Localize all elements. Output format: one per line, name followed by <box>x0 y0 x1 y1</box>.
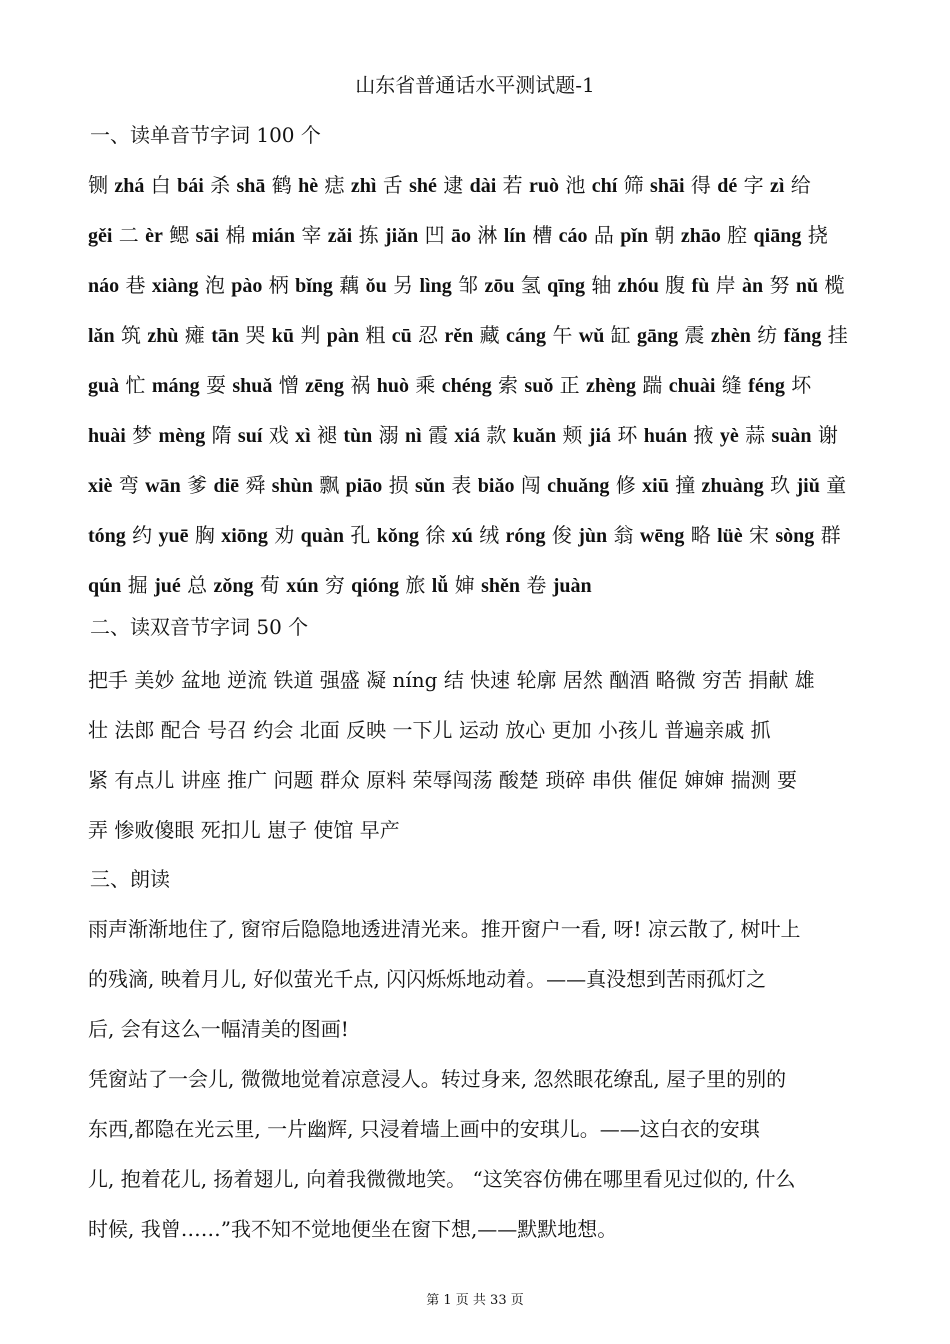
syllable-pinyin: kǒng <box>376 525 419 547</box>
syllable-pinyin: xiōng <box>221 525 268 547</box>
syllable-pinyin: hè <box>298 175 319 197</box>
syllable-pinyin: xú <box>451 525 473 547</box>
syllable-pinyin: zhèng <box>586 375 637 397</box>
syllable-pinyin: shěn <box>481 575 521 597</box>
syllable-pinyin: xiàng <box>151 275 199 297</box>
syllable-line <box>88 460 878 510</box>
syllable-character: 棉 <box>225 223 246 247</box>
syllable-character: 玖 <box>770 473 791 497</box>
syllable-pinyin: féng <box>748 375 785 397</box>
syllable-character: 约 <box>132 523 153 547</box>
syllable-pinyin: lüè <box>717 525 743 547</box>
syllable-character: 痣 <box>324 173 345 197</box>
syllable-pinyin: tùn <box>343 425 373 447</box>
syllable-character: 略 <box>690 523 711 547</box>
syllable-character: 索 <box>498 373 519 397</box>
syllable-character: 环 <box>617 423 638 447</box>
syllable-line <box>88 210 878 260</box>
syllable-character: 闯 <box>520 473 541 497</box>
syllable-pinyin: gāng <box>637 325 679 347</box>
syllable-pinyin: dài <box>469 175 497 197</box>
syllable-character: 挂 <box>827 323 848 347</box>
syllable-character: 踹 <box>642 373 663 397</box>
syllable-line <box>88 360 878 410</box>
syllable-pinyin: nǔ <box>795 275 819 297</box>
syllable-pinyin: fù <box>691 275 710 297</box>
reading-line: 儿, 抱着花儿, 扬着翅儿, 向着我微微地笑。 “这笑容仿佛在哪里看见过似的, 什么 <box>88 1167 796 1191</box>
syllable-character: 午 <box>552 323 573 347</box>
syllable-character: 氢 <box>520 273 541 297</box>
syllable-character: 白 <box>150 173 171 197</box>
syllable-character: 颊 <box>562 423 583 447</box>
reading-line: 后, 会有这么一幅清美的图画! <box>88 1017 349 1041</box>
syllable-pinyin: tóng <box>88 525 126 547</box>
syllable-pinyin: èr <box>145 225 163 247</box>
syllable-line <box>88 310 878 360</box>
syllable-pinyin: lìng <box>419 275 452 297</box>
syllable-character: 徐 <box>425 523 446 547</box>
syllable-character: 品 <box>593 223 614 247</box>
syllable-character: 群 <box>820 523 841 547</box>
syllable-pinyin: cáo <box>558 225 588 247</box>
page-title: 山东省普通话水平测试题-1 <box>355 73 595 97</box>
syllable-line <box>88 510 878 560</box>
syllable-character: 忍 <box>418 323 439 347</box>
syllable-pinyin: pào <box>231 275 263 297</box>
syllable-character: 表 <box>451 473 472 497</box>
syllable-character: 弯 <box>118 473 139 497</box>
syllable-character: 藕 <box>339 273 360 297</box>
syllable-character: 铡 <box>88 173 108 197</box>
syllable-character: 哭 <box>245 323 266 347</box>
syllable-pinyin: àn <box>742 275 764 297</box>
word-line: 壮 法郎 配合 号召 约会 北面 反映 一下儿 运动 放心 更加 小孩儿 普遍亲戚 抓 <box>88 718 771 742</box>
reading-line: 时候, 我曾……”我不知不觉地便坐在窗下想,——默默地想。 <box>88 1217 618 1241</box>
syllable-character: 霞 <box>428 423 449 447</box>
syllable-pinyin: tān <box>211 325 240 347</box>
syllable-character: 若 <box>502 173 523 197</box>
syllable-pinyin: qióng <box>351 575 399 597</box>
section-heading-monosyllable: 一、读单音节字词 100 个 <box>90 123 321 147</box>
syllable-character: 隋 <box>211 423 232 447</box>
syllable-character: 判 <box>300 323 321 347</box>
syllable-pinyin: mián <box>251 225 296 247</box>
syllable-character: 努 <box>769 273 790 297</box>
syllable-character: 荀 <box>259 573 280 597</box>
syllable-pinyin: náo <box>88 275 120 297</box>
syllable-character: 爹 <box>187 473 208 497</box>
syllable-pinyin: jué <box>154 575 181 597</box>
syllable-character: 舌 <box>382 173 403 197</box>
syllable-pinyin: kū <box>271 325 295 347</box>
syllable-character: 翁 <box>613 523 634 547</box>
syllable-pinyin: shāi <box>650 175 685 197</box>
syllable-character: 粗 <box>365 323 386 347</box>
syllable-pinyin: kuǎn <box>512 425 557 447</box>
syllable-pinyin: quàn <box>300 525 345 547</box>
syllable-pinyin: sòng <box>775 525 815 547</box>
syllable-pinyin: jiá <box>588 425 612 447</box>
syllable-pinyin: cū <box>391 325 412 347</box>
syllable-character: 震 <box>684 323 705 347</box>
syllable-character: 给 <box>790 173 811 197</box>
reading-line: 雨声渐渐地住了, 窗帘后隐隐地透进清光来。推开窗户一看, 呀! 凉云散了, 树叶上 <box>88 917 801 941</box>
syllable-pinyin: zhèn <box>710 325 751 347</box>
syllable-pinyin: zhá <box>114 175 145 197</box>
syllable-pinyin: zhāo <box>680 225 721 247</box>
syllable-pinyin: qiāng <box>753 225 802 247</box>
syllable-pinyin: zhù <box>147 325 179 347</box>
syllable-character: 泡 <box>204 273 225 297</box>
syllable-pinyin: sǔn <box>415 475 446 497</box>
syllable-character: 缸 <box>610 323 631 347</box>
syllable-pinyin: shé <box>409 175 437 197</box>
syllable-pinyin: shùn <box>271 475 313 497</box>
syllable-character: 腹 <box>665 273 686 297</box>
syllable-pinyin: qīng <box>547 275 585 297</box>
syllable-pinyin: róng <box>505 525 546 547</box>
syllable-character: 字 <box>743 173 764 197</box>
syllable-character: 正 <box>559 373 580 397</box>
syllable-character: 谢 <box>817 423 838 447</box>
syllable-character: 凹 <box>424 223 445 247</box>
section-heading-disyllable: 二、读双音节字词 50 个 <box>90 615 309 639</box>
reading-line: 的残滴, 映着月儿, 好似萤光千点, 闪闪烁烁地动着。——真没想到苦雨孤灯之 <box>88 967 767 991</box>
syllable-character: 拣 <box>358 223 379 247</box>
syllable-character: 蒜 <box>745 423 766 447</box>
syllable-line <box>88 410 878 460</box>
syllable-pinyin: jiǔ <box>796 475 820 497</box>
syllable-pinyin: máng <box>151 375 200 397</box>
syllable-character: 婶 <box>454 573 475 597</box>
syllable-character: 胸 <box>194 523 215 547</box>
syllable-pinyin: shuǎ <box>232 375 273 397</box>
syllable-pinyin: juàn <box>552 575 592 597</box>
syllable-character: 缝 <box>721 373 742 397</box>
syllable-pinyin: wǔ <box>578 325 605 347</box>
syllable-line <box>88 560 878 610</box>
syllable-pinyin: suàn <box>771 425 812 447</box>
word-line: 把手 美妙 盆地 逆流 铁道 强盛 凝 níng 结 快速 轮廓 居然 酗酒 略微 穷苦 捐献 雄 <box>88 668 815 692</box>
syllable-pinyin: suǒ <box>524 375 554 397</box>
syllable-pinyin: yè <box>719 425 739 447</box>
syllable-pinyin: zhuàng <box>701 475 764 497</box>
syllable-pinyin: wēng <box>639 525 685 547</box>
syllable-pinyin: lǎn <box>88 325 115 347</box>
syllable-character: 榄 <box>824 273 845 297</box>
syllable-character: 掖 <box>693 423 714 447</box>
syllable-character: 穷 <box>324 573 345 597</box>
syllable-character: 乘 <box>415 373 436 397</box>
syllable-pinyin: fǎng <box>783 325 822 347</box>
section-heading-reading: 三、朗读 <box>90 867 170 891</box>
syllable-pinyin: bái <box>177 175 204 197</box>
syllable-character: 得 <box>690 173 711 197</box>
syllable-character: 筑 <box>121 323 142 347</box>
syllable-character: 款 <box>486 423 507 447</box>
syllable-pinyin: nì <box>405 425 422 447</box>
syllable-character: 纺 <box>757 323 778 347</box>
syllable-character: 舜 <box>245 473 266 497</box>
syllable-character: 瘫 <box>184 323 205 347</box>
syllable-pinyin: sāi <box>195 225 219 247</box>
syllable-pinyin: xiè <box>88 475 113 497</box>
syllable-pinyin: jùn <box>578 525 608 547</box>
syllable-character: 二 <box>118 223 139 247</box>
syllable-character: 修 <box>615 473 636 497</box>
word-list <box>88 655 878 855</box>
syllable-pinyin: zhì <box>350 175 377 197</box>
syllable-character: 旅 <box>405 573 426 597</box>
syllable-pinyin: diē <box>213 475 240 497</box>
syllable-pinyin: āo <box>450 225 471 247</box>
syllable-pinyin: pàn <box>326 325 359 347</box>
syllable-pinyin: pǐn <box>620 225 649 247</box>
syllable-character: 损 <box>388 473 409 497</box>
syllable-pinyin: xún <box>286 575 319 597</box>
syllable-character: 另 <box>393 273 414 297</box>
syllable-pinyin: dé <box>717 175 738 197</box>
syllable-character: 憎 <box>278 373 299 397</box>
syllable-pinyin: lín <box>503 225 526 247</box>
syllable-character: 筛 <box>623 173 644 197</box>
syllable-character: 俊 <box>551 523 572 547</box>
syllable-character: 孔 <box>350 523 371 547</box>
syllable-character: 忙 <box>125 373 146 397</box>
syllable-character: 童 <box>826 473 847 497</box>
syllable-pinyin: zì <box>769 175 785 197</box>
syllable-character: 鹤 <box>271 173 292 197</box>
syllable-character: 劝 <box>274 523 295 547</box>
syllable-character: 柄 <box>268 273 289 297</box>
syllable-pinyin: bǐng <box>295 275 333 297</box>
syllable-pinyin: qún <box>88 575 122 597</box>
syllable-character: 梦 <box>132 423 153 447</box>
syllable-character: 撞 <box>675 473 696 497</box>
syllable-pinyin: chuài <box>668 375 716 397</box>
syllable-line <box>88 160 878 210</box>
syllable-character: 掘 <box>127 573 148 597</box>
syllable-pinyin: zǎi <box>327 225 353 247</box>
syllable-pinyin: ǒu <box>365 275 387 297</box>
page-footer: 第 1 页 共 33 页 <box>426 1293 524 1308</box>
syllable-character: 岸 <box>715 273 736 297</box>
syllable-pinyin: chuǎng <box>547 475 610 497</box>
reading-line: 凭窗站了一会儿, 微微地觉着凉意浸人。转过身来, 忽然眼花缭乱, 屋子里的别的 <box>88 1067 787 1091</box>
syllable-character: 挠 <box>807 223 828 247</box>
syllable-pinyin: suí <box>237 425 263 447</box>
syllable-character: 鳃 <box>169 223 190 247</box>
syllable-pinyin: gěi <box>88 225 113 247</box>
syllable-character: 绒 <box>479 523 500 547</box>
syllable-pinyin: chéng <box>441 375 492 397</box>
syllable-pinyin: wān <box>145 475 181 497</box>
reading-line: 东西,都隐在光云里, 一片幽辉, 只浸着墙上画中的安琪儿。——这白衣的安琪 <box>88 1117 760 1141</box>
word-line: 紧 有点儿 讲座 推广 问题 群众 原料 荣辱闯荡 酸楚 琐碎 串供 催促 婶婶 揣测 要 <box>88 768 798 792</box>
syllable-pinyin: piāo <box>345 475 383 497</box>
syllable-pinyin: mèng <box>158 425 206 447</box>
syllable-pinyin: yuē <box>158 525 189 547</box>
syllable-character: 逮 <box>443 173 464 197</box>
syllable-character: 飘 <box>319 473 340 497</box>
syllable-character: 淋 <box>477 223 498 247</box>
syllable-pinyin: lǚ <box>431 575 449 597</box>
syllable-pinyin: xì <box>295 425 311 447</box>
syllable-line <box>88 260 878 310</box>
syllable-character: 祸 <box>350 373 371 397</box>
syllable-character: 巷 <box>125 273 146 297</box>
syllable-character: 宰 <box>301 223 322 247</box>
syllable-character: 耍 <box>206 373 226 397</box>
syllable-pinyin: guà <box>88 375 120 397</box>
syllable-character: 卷 <box>526 573 547 597</box>
syllable-pinyin: xiá <box>454 425 480 447</box>
syllable-pinyin: biǎo <box>477 475 515 497</box>
syllable-pinyin: xiū <box>642 475 669 497</box>
syllable-character: 轴 <box>591 273 612 297</box>
syllable-pinyin: shā <box>236 175 266 197</box>
syllable-character: 总 <box>187 573 208 597</box>
syllable-character: 朝 <box>654 223 675 247</box>
syllable-pinyin: chí <box>591 175 618 197</box>
syllable-list <box>88 160 878 610</box>
syllable-character: 腔 <box>727 223 748 247</box>
syllable-pinyin: rěn <box>444 325 474 347</box>
syllable-character: 坏 <box>791 373 812 397</box>
syllable-pinyin: zhóu <box>617 275 659 297</box>
syllable-character: 槽 <box>532 223 553 247</box>
syllable-pinyin: ruò <box>529 175 560 197</box>
syllable-character: 邹 <box>458 273 479 297</box>
syllable-pinyin: cáng <box>506 325 547 347</box>
syllable-pinyin: huài <box>88 425 126 447</box>
syllable-character: 池 <box>565 173 586 197</box>
syllable-pinyin: zǒng <box>213 575 254 597</box>
word-line: 弄 惨败傻眼 死扣儿 崽子 使馆 早产 <box>88 818 400 842</box>
syllable-pinyin: zōu <box>484 275 515 297</box>
syllable-character: 宋 <box>748 523 769 547</box>
syllable-character: 藏 <box>479 323 500 347</box>
syllable-pinyin: zēng <box>305 375 344 397</box>
syllable-pinyin: jiǎn <box>384 225 419 247</box>
reading-passage <box>88 904 878 1254</box>
syllable-character: 溺 <box>378 423 399 447</box>
syllable-pinyin: huán <box>643 425 688 447</box>
syllable-character: 戏 <box>268 423 289 447</box>
syllable-character: 杀 <box>210 173 231 197</box>
syllable-pinyin: huò <box>376 375 409 397</box>
syllable-character: 褪 <box>317 423 338 447</box>
